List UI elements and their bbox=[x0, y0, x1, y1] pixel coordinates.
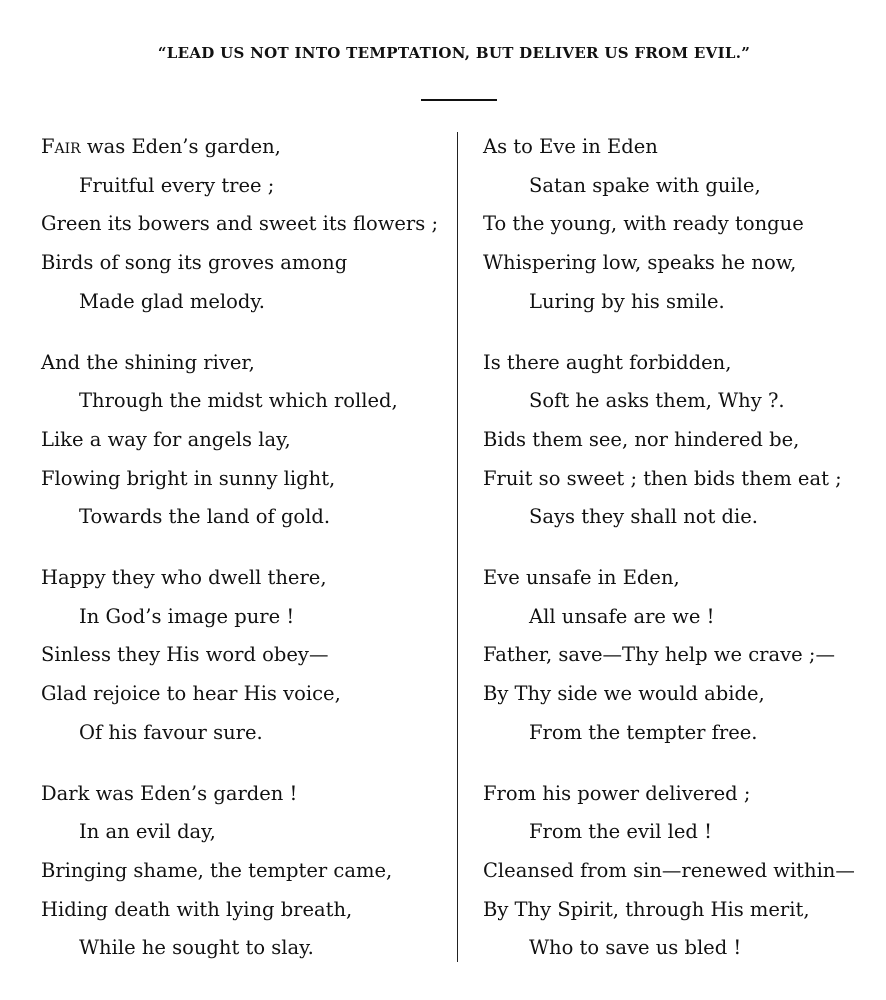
verse-line: In an evil day, bbox=[79, 820, 216, 844]
right-column bbox=[483, 128, 883, 990]
stanza-1 bbox=[41, 128, 461, 344]
verse-line: While he sought to slay. bbox=[79, 936, 314, 960]
verse-line: To the young, with ready tongue bbox=[483, 212, 804, 236]
verse-line: Satan spake with guile, bbox=[529, 173, 761, 197]
stanza-6 bbox=[483, 344, 883, 560]
stanza-2 bbox=[41, 344, 461, 560]
stanza-4 bbox=[41, 775, 461, 991]
verse-line: Dark was Eden’s garden ! bbox=[41, 781, 298, 805]
drop-word: Fair bbox=[41, 135, 81, 158]
verse-line: As to Eve in Eden bbox=[483, 135, 658, 158]
verse-line: Made glad melody. bbox=[79, 289, 265, 313]
verse-line: Is there aught forbidden, bbox=[483, 350, 732, 374]
verse-line: And the shining river, bbox=[41, 350, 255, 374]
stanza-5 bbox=[483, 128, 883, 344]
title-rule bbox=[421, 99, 497, 101]
verse-line: Soft he asks them, Why ?. bbox=[529, 389, 785, 413]
verse-line-text: was Eden’s garden, bbox=[80, 135, 281, 158]
verse-line: Whispering low, speaks he now, bbox=[483, 251, 797, 275]
verse-line: Fruitful every tree ; bbox=[79, 173, 275, 197]
verse-line: All unsafe are we ! bbox=[529, 604, 715, 628]
verse-line: Bids them see, nor hindered be, bbox=[483, 427, 800, 451]
verse-line: Says they shall not die. bbox=[529, 505, 759, 529]
stanza-3 bbox=[41, 559, 461, 775]
verse-line: Cleansed from sin—renewed within— bbox=[483, 858, 855, 882]
verse-line: Luring by his smile. bbox=[529, 289, 725, 313]
verse-line: Bringing shame, the tempter came, bbox=[41, 858, 393, 882]
verse-line: Father, save—Thy help we crave ;— bbox=[483, 643, 835, 667]
stanza-8 bbox=[483, 775, 883, 991]
poem-title: “LEAD US NOT INTO TEMPTATION, BUT DELIVER US FROM EVIL.” bbox=[157, 44, 751, 62]
verse-line: Fruit so sweet ; then bids them eat ; bbox=[483, 466, 842, 490]
verse-line bbox=[41, 128, 461, 167]
verse-line: Flowing bright in sunny light, bbox=[41, 466, 336, 490]
verse-line: In God’s image pure ! bbox=[79, 604, 295, 628]
verse-line: From the evil led ! bbox=[529, 820, 712, 844]
verse-line: By Thy Spirit, through His merit, bbox=[483, 897, 810, 921]
verse-line: Towards the land of gold. bbox=[79, 505, 331, 529]
verse-line: Sinless they His word obey— bbox=[41, 643, 329, 667]
verse-line: From the tempter free. bbox=[529, 720, 758, 744]
verse-line: Who to save us bled ! bbox=[529, 936, 742, 960]
verse-line: By Thy side we would abide, bbox=[483, 682, 765, 706]
verse-line: Like a way for angels lay, bbox=[41, 427, 291, 451]
verse-line: From his power delivered ; bbox=[483, 781, 751, 805]
left-column bbox=[41, 128, 461, 990]
verse-line: Green its bowers and sweet its flowers ; bbox=[41, 212, 439, 236]
verse-line: Through the midst which rolled, bbox=[79, 389, 398, 413]
stanza-7 bbox=[483, 559, 883, 775]
verse-line: Birds of song its groves among bbox=[41, 251, 348, 275]
verse-line: Glad rejoice to hear His voice, bbox=[41, 682, 341, 706]
verse-line: Of his favour sure. bbox=[79, 720, 263, 744]
verse-line: Hiding death with lying breath, bbox=[41, 897, 353, 921]
verse-line: Eve unsafe in Eden, bbox=[483, 566, 680, 589]
verse-line: Happy they who dwell there, bbox=[41, 566, 327, 589]
